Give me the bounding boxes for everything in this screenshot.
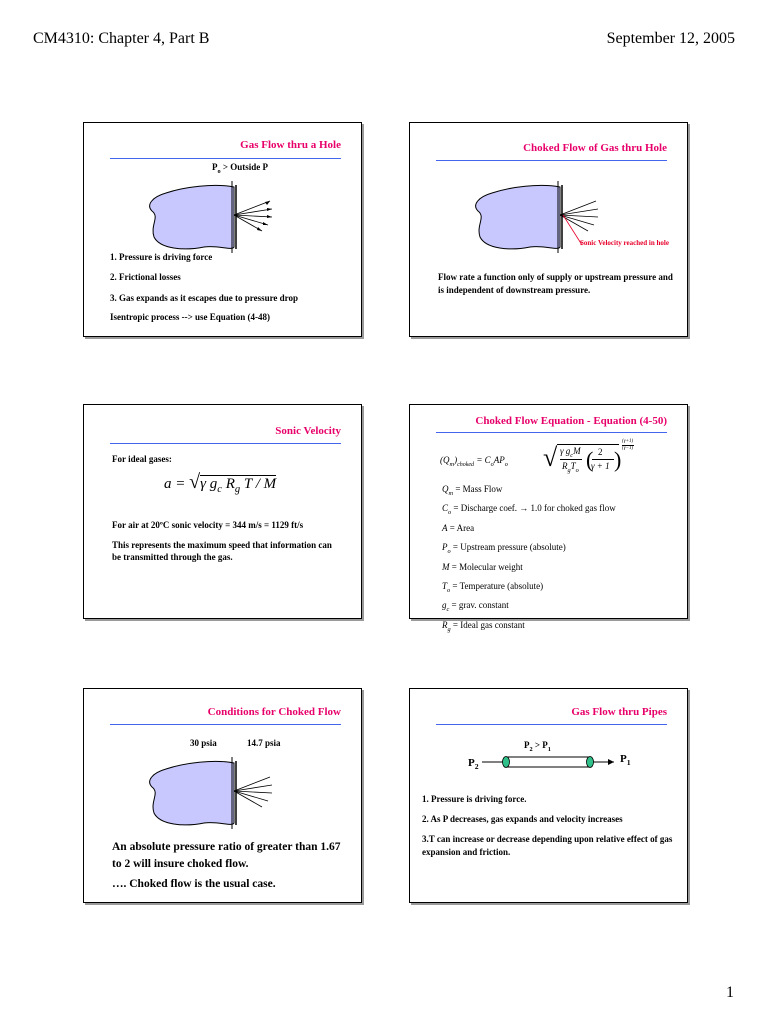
vessel-diagram (144, 181, 274, 253)
pipe-right-pressure: $P_1$ (620, 753, 631, 768)
point-3: 3. Gas expands as it escapes due to pressure drop (110, 293, 299, 303)
downstream-pressure-label: 14.7 psia (247, 738, 281, 748)
pipe-point-3: 3.T can increase or decrease depending upon relative effect of gas expansion and friction. (422, 834, 673, 857)
isentropic-note: Isentropic process --> use Equation (4-48) (110, 312, 271, 322)
pipe-pressure-comparison: $P_2 > P_1$ (524, 740, 551, 753)
slide-gas-flow-pipes (409, 688, 688, 903)
ideal-gases-label: For ideal gases: (112, 454, 172, 464)
header-date: September 12, 2005 (606, 30, 735, 47)
vessel-diagram (144, 757, 274, 829)
title-rule (110, 443, 341, 444)
def-mass-flow: $Q_m$ = Mass Flow (442, 484, 503, 497)
pipe-diagram (482, 753, 614, 771)
pipe-point-2: 2. As P decreases, gas expands and velocity increases (422, 814, 623, 824)
sonic-velocity-note: Sonic Velocity reached in hole (580, 239, 669, 247)
point-1: 1. Pressure is driving force (110, 252, 213, 262)
slide-sonic-velocity (83, 404, 362, 619)
slide-choked-flow-equation (409, 404, 688, 633)
pressure-ratio-text: An absolute pressure ratio of greater than 1.67 to 2 will insure choked flow. (112, 841, 341, 870)
slide-title: Conditions for Choked Flow (207, 706, 341, 718)
usual-case-text: …. Choked flow is the usual case. (112, 878, 276, 890)
def-molecular-weight: M = Molecular weight (442, 561, 523, 572)
slide-choked-flow-hole (409, 122, 688, 337)
choked-flow-equation: $(Q_m)_{choked} = C_oAP_o$ √ γ $g_cM$ $R_gT_o$ ( 2 γ + 1 ) (γ+1) (γ−1) (440, 439, 634, 474)
slide-title: Sonic Velocity (275, 425, 341, 437)
slide-title: Gas Flow thru a Hole (240, 139, 341, 151)
def-grav-constant: $g_c$ = grav. constant (442, 600, 509, 614)
title-rule (436, 432, 667, 433)
def-upstream-pressure: $P_o$ = Upstream pressure (absolute) (442, 542, 566, 555)
title-rule (436, 160, 667, 161)
pipe-left-pressure: $P_2$ (468, 757, 479, 772)
slide-conditions-choked-flow (83, 688, 362, 903)
pressure-comparison: $P_o$ > Outside P (212, 162, 269, 175)
slide-title: Gas Flow thru Pipes (571, 706, 667, 718)
title-rule (110, 158, 341, 159)
title-rule (436, 724, 667, 725)
slide-title: Choked Flow Equation - Equation (4-50) (475, 415, 667, 427)
air-sonic-velocity: For air at 20ºC sonic velocity = 344 m/s = 1129 ft/s (112, 520, 304, 530)
pipe-point-1: 1. Pressure is driving force. (422, 794, 527, 804)
choked-description: Flow rate a function only of supply or upstream pressure and is independent of downstream pressure. (438, 272, 673, 295)
point-2: 2. Frictional losses (110, 272, 181, 282)
sonic-velocity-formula: a = √γ $g_c$ $R_g$ T / M (164, 471, 277, 495)
header-left: CM4310: Chapter 4, Part B (33, 30, 210, 47)
def-gas-constant: $R_g$ = Ideal gas constant (442, 619, 525, 633)
title-rule (110, 724, 341, 725)
def-discharge-coef: $C_o$ = Discharge coef. → 1.0 for choked gas flow (442, 503, 616, 517)
def-temperature: $T_o$ = Temperature (absolute) (442, 580, 544, 594)
max-speed-note: This represents the maximum speed that information can be transmitted through the gas. (112, 540, 332, 562)
slide-gas-flow-hole (83, 122, 362, 337)
upstream-pressure-label: 30 psia (190, 738, 217, 748)
def-area: A = Area (442, 522, 475, 533)
variable-definitions (442, 482, 616, 637)
page-number: 1 (726, 984, 734, 1001)
slide-title: Choked Flow of Gas thru Hole (523, 142, 667, 154)
